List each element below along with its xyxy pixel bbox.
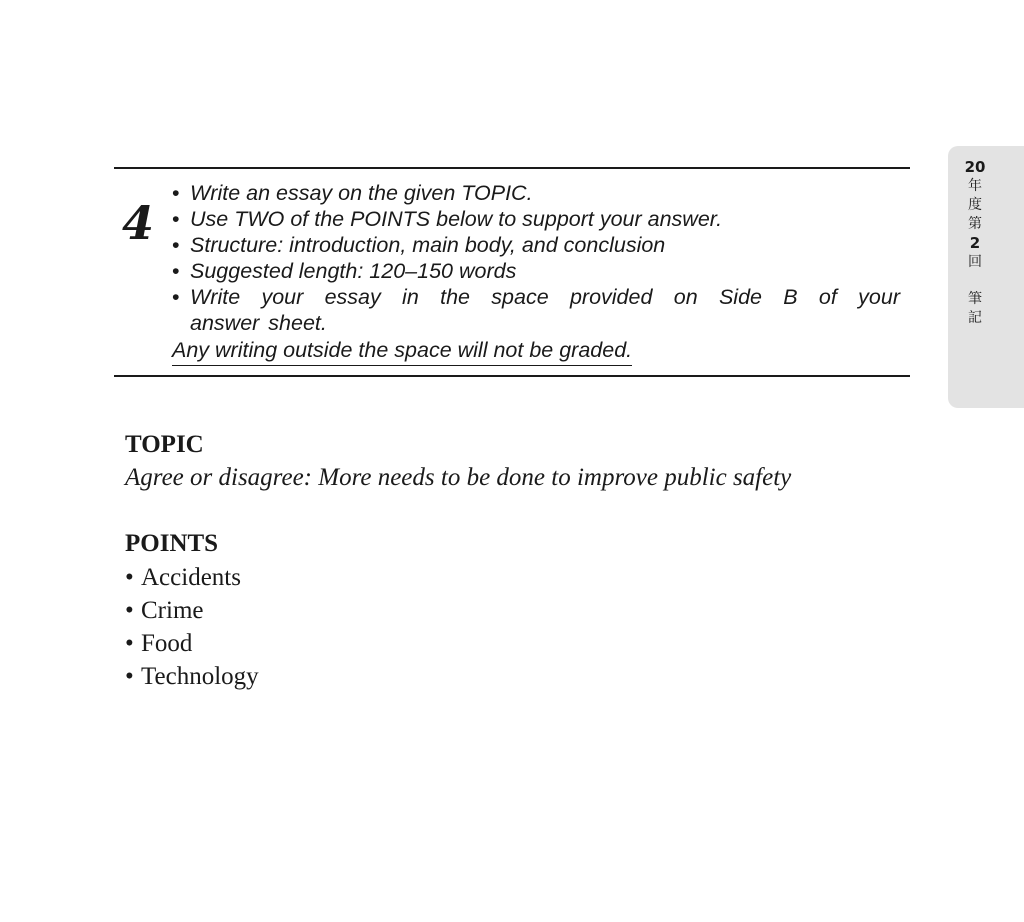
question-number: 4 [122,196,155,250]
bullet-icon: • [125,663,134,690]
instruction-text: Structure: introduction, main body, and conclusion [190,233,666,257]
side-tab-char: 度 [968,197,982,213]
list-item [125,594,259,627]
topic-heading: TOPIC [125,431,204,458]
bullet-icon: • [172,233,180,257]
bullet-icon: • [172,285,180,309]
list-item [125,660,259,693]
topic-text: Agree or disagree: More needs to be done to improve public safety [125,464,792,491]
bottom-divider [114,375,910,377]
points-heading: POINTS [125,530,219,557]
instruction-text-line-1: Write your essay in the space provided on Side B of your [190,285,900,309]
bullet-icon: • [125,630,134,657]
side-tab-char: 第 [968,216,982,232]
instruction-item [172,180,900,206]
instruction-item [172,232,900,258]
bullet-icon: • [172,259,180,283]
point-label: Technology [141,663,259,690]
bullet-icon: • [125,597,134,624]
instruction-text-line-2: answer sheet. [190,311,327,335]
side-tab-char: 筆 [968,291,982,307]
points-list [125,561,259,693]
instruction-item [172,284,900,336]
bullet-icon: • [125,564,134,591]
instruction-item [172,206,900,232]
side-tab-year: 20 [964,158,986,176]
side-tab-round: 2 [969,234,981,252]
instruction-item [172,258,900,284]
point-label: Accidents [141,564,241,591]
side-tab-char: 回 [968,254,982,270]
instruction-text: Write an essay on the given TOPIC. [190,181,533,205]
side-tab-char: 年 [968,178,982,194]
point-label: Crime [141,597,204,624]
top-divider [114,167,910,169]
point-label: Food [141,630,193,657]
list-item [125,561,259,594]
list-item [125,627,259,660]
instruction-text: Suggested length: 120–150 words [190,259,517,283]
side-tab-label [958,158,992,328]
instruction-text: Use TWO of the POINTS below to support your answer. [190,207,723,231]
side-tab-char: 記 [968,310,982,326]
bullet-icon: • [172,207,180,231]
bullet-icon: • [172,181,180,205]
grading-warning: Any writing outside the space will not be graded. [172,337,632,366]
instructions-block [172,180,900,366]
